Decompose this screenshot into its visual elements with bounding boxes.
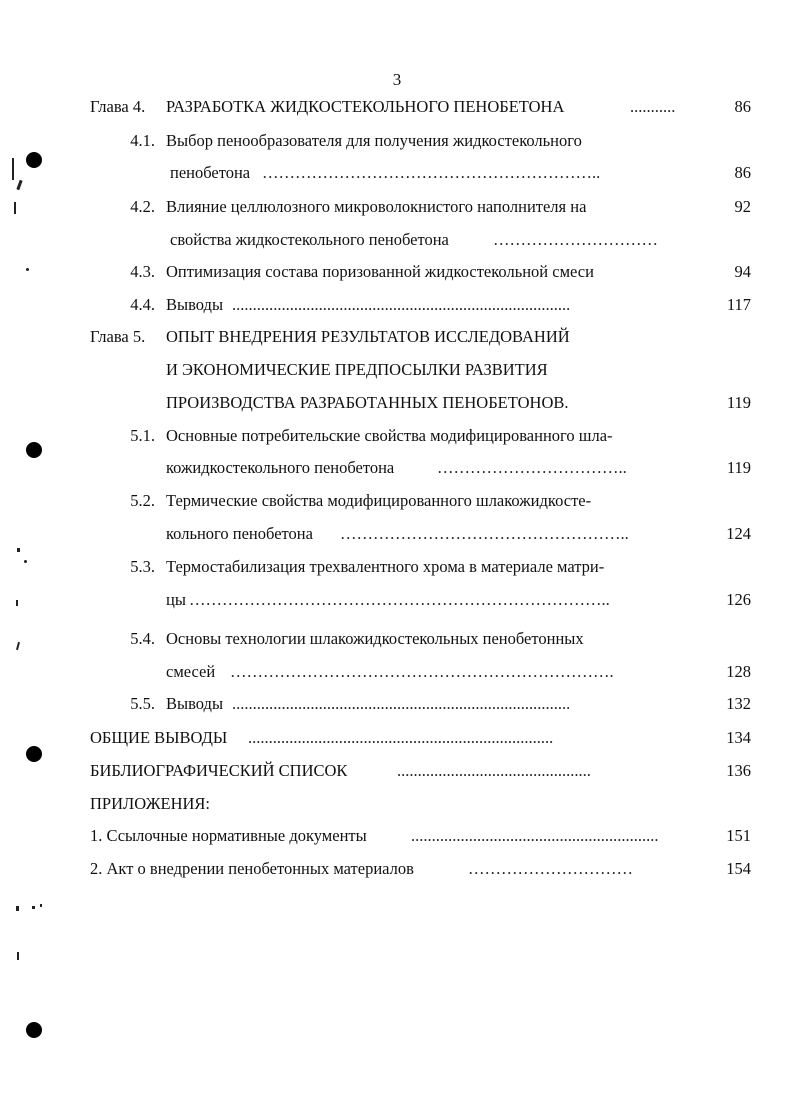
toc-entry-conclusions [0,727,794,749]
toc-entry-title: свойства жидкостекольного пенобетона [170,230,449,249]
toc-entry-appendices [0,793,794,815]
toc-entry-4-4 [0,294,794,316]
toc-entry-5-4 [0,628,794,650]
toc-page-number: 86 [734,97,751,116]
toc-entry-chapter-4 [0,96,794,118]
toc-entry-title: Термические свойства модифицированного шлакожидкосте- [166,491,592,510]
toc-entry-4-1-cont [0,162,794,184]
toc-dot-leader: .......................................................................... [248,728,554,747]
toc-section-number: 5.4. [130,629,155,648]
toc-section-number: 4.2. [130,197,155,216]
toc-entry-title: Оптимизация состава поризованной жидкостекольной смеси [166,262,594,281]
binder-hole [26,1022,42,1038]
toc-entry-title: ПРОИЗВОДСТВА РАЗРАБОТАННЫХ ПЕНОБЕТОНОВ. [166,393,569,412]
scan-speck [40,904,42,907]
toc-chapter-number: Глава 5. [90,327,146,346]
toc-entry-title: Основы технологии шлакожидкостекольных пенобетонных [166,629,584,648]
toc-dot-leader: …………………………………………………….. [262,163,601,182]
scan-speck [17,952,19,960]
toc-entry-title: Основные потребительские свойства модифицированного шла- [166,426,613,445]
toc-entry-appendix-1 [0,825,794,847]
toc-page-number: 134 [726,728,751,747]
toc-entry-chapter-5 [0,326,794,348]
binder-hole [26,442,42,458]
toc-page-number: 86 [734,163,751,182]
toc-dot-leader: .................................................................................. [232,694,571,713]
toc-dot-leader: ………………………………………………………………….. [189,590,610,609]
binder-hole [26,746,42,762]
toc-section-number: 4.3. [130,262,155,281]
toc-page-number: 126 [726,590,751,609]
toc-entry-5-1-cont [0,457,794,479]
scan-speck [32,906,35,909]
toc-entry-title: БИБЛИОГРАФИЧЕСКИЙ СПИСОК [90,761,348,780]
toc-entry-title: ПРИЛОЖЕНИЯ: [90,794,210,813]
toc-page-number: 119 [726,393,751,412]
scan-speck [26,268,29,271]
toc-chapter-number: Глава 4. [90,97,146,116]
scan-speck [14,202,16,214]
toc-entry-5-5 [0,693,794,715]
toc-entry-4-3 [0,261,794,283]
toc-entry-chapter-5-cont [0,359,794,381]
toc-entry-title: цы [166,590,186,609]
toc-page-number: 94 [734,262,751,281]
toc-section-number: 4.4. [130,295,155,314]
toc-page-number: 117 [726,295,751,314]
scan-speck [12,158,14,180]
toc-entry-title: И ЭКОНОМИЧЕСКИЕ ПРЕДПОСЫЛКИ РАЗВИТИЯ [166,360,548,379]
toc-page-number: 132 [726,694,751,713]
toc-dot-leader: ……………………………………………………………. [230,662,614,681]
toc-section-number: 5.1. [130,426,155,445]
scan-speck [24,560,27,563]
toc-page-number: 119 [726,458,751,477]
toc-dot-leader: ............................................... [397,761,591,780]
toc-dot-leader: ………………………… [468,859,633,878]
toc-entry-chapter-5-cont [0,392,794,414]
toc-entry-title: ОПЫТ ВНЕДРЕНИЯ РЕЗУЛЬТАТОВ ИССЛЕДОВАНИЙ [166,327,570,346]
toc-entry-4-2-cont [0,229,794,251]
toc-entry-title: смесей [166,662,216,681]
toc-entry-5-3-cont [0,589,794,611]
toc-dot-leader: …………………………….. [437,458,627,477]
toc-section-number: 5.2. [130,491,155,510]
toc-entry-title: Выводы [166,694,224,713]
toc-entry-4-1 [0,130,794,152]
toc-entry-title: кольного пенобетона [166,524,313,543]
toc-entry-title: Выбор пенообразователя для получения жидкостекольного [166,131,582,150]
scan-speck [17,548,20,552]
toc-page-number: 154 [726,859,751,878]
toc-dot-leader: …………………………………………….. [340,524,629,543]
toc-entry-4-2 [0,196,794,218]
toc-page-number: 128 [726,662,751,681]
toc-entry-5-1 [0,425,794,447]
binder-hole [26,152,42,168]
toc-dot-leader: .................................................................................. [232,295,571,314]
toc-entry-title: ОБЩИЕ ВЫВОДЫ [90,728,228,747]
toc-section-number: 4.1. [130,131,155,150]
page-number: 3 [392,70,402,89]
toc-entry-5-2-cont [0,523,794,545]
scan-speck [16,600,18,606]
toc-entry-title: кожидкостекольного пенобетона [166,458,395,477]
toc-entry-5-2 [0,490,794,512]
scan-speck [16,906,19,911]
toc-page-number: 136 [726,761,751,780]
toc-section-number: 5.3. [130,557,155,576]
toc-entry-title: 1. Ссылочные нормативные документы [90,826,367,845]
toc-entry-title: Влияние целлюлозного микроволокнистого наполнителя на [166,197,587,216]
toc-entry-title: РАЗРАБОТКА ЖИДКОСТЕКОЛЬНОГО ПЕНОБЕТОНА [166,97,565,116]
toc-page-number: 151 [726,826,751,845]
toc-entry-bibliography [0,760,794,782]
toc-dot-leader: ........... [630,97,676,116]
toc-section-number: 5.5. [130,694,155,713]
toc-entry-appendix-2 [0,858,794,880]
toc-dot-leader: ............................................................ [411,826,659,845]
toc-page-number: 124 [726,524,751,543]
toc-entry-title: Выводы [166,295,224,314]
toc-entry-title: 2. Акт о внедрении пенобетонных материалов [90,859,414,878]
toc-entry-5-3 [0,556,794,578]
toc-page-number: 92 [734,197,751,216]
toc-entry-title: Термостабилизация трехвалентного хрома в материале матри- [166,557,605,576]
toc-entry-title: пенобетона [170,163,251,182]
toc-entry-5-4-cont [0,661,794,683]
toc-dot-leader: ………………………… [493,230,658,249]
